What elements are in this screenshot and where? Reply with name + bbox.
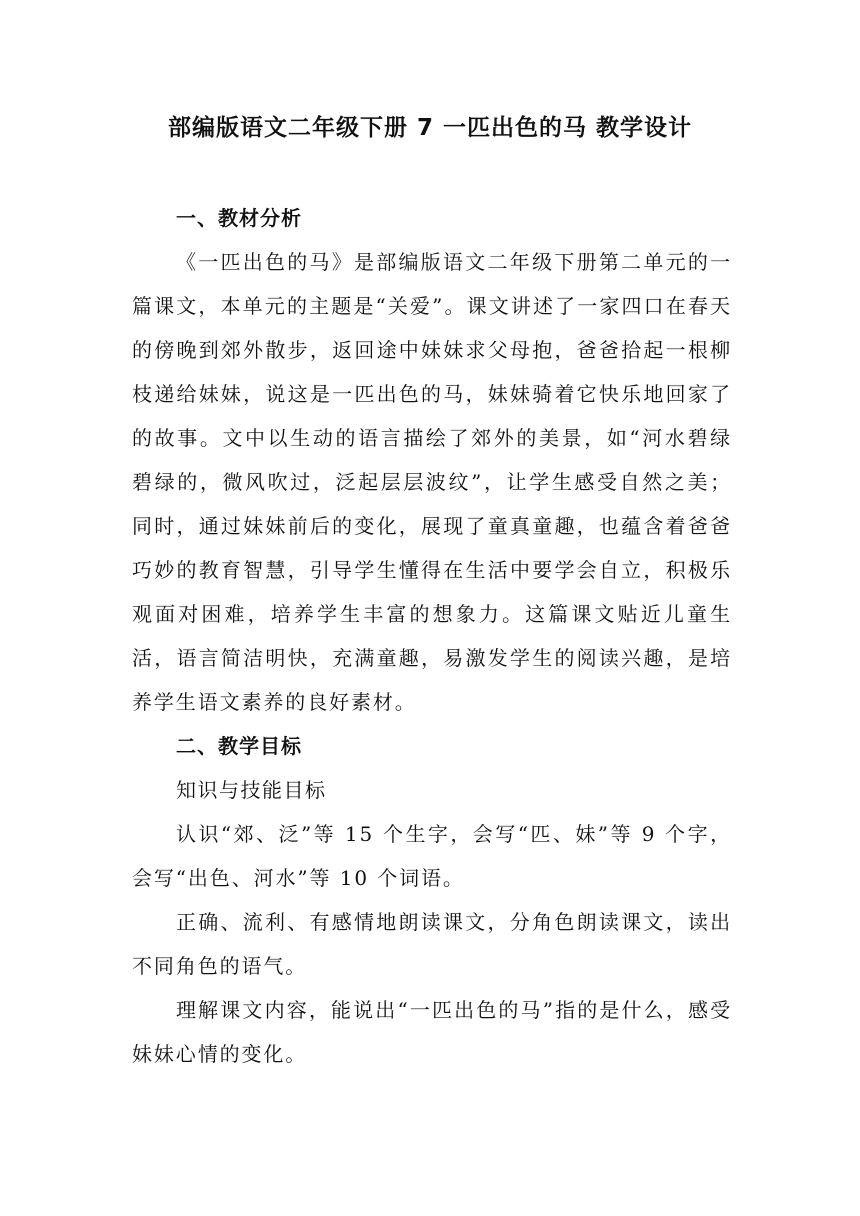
material-analysis-paragraph: 《一匹出色的马》是部编版语文二年级下册第二单元的一篇课文，本单元的主题是“关爱”。课文讲述了一家四口在春天的傍晚到郊外散步，返回途中妹妹求父母抱，爸爸拾起一根柳枝递给妹妹，说这是一匹出色的马，妹妹骑着它快乐地回家了的故事。文中以生动的语言描绘了郊外的美景，如“河水碧绿碧绿的，微风吹过，泛起层层波纹”，让学生感受自然之美；同时，通过妹妹前后的变化，展现了童真童趣，也蕴含着爸爸巧妙的教育智慧，引导学生懂得在生活中要学会自立，积极乐观面对困难，培养学生丰富的想象力。这篇课文贴近儿童生活，语言简洁明快，充满童趣，易激发学生的阅读兴趣，是培养学生语文素养的良好素材。 bbox=[132, 250, 732, 714]
document-body bbox=[132, 196, 732, 1076]
goals-subheading-knowledge-skills: 知识与技能目标 bbox=[176, 778, 327, 802]
goal-paragraph-understanding: 理解课文内容，能说出“一匹出色的马”指的是什么，感受妹妹心情的变化。 bbox=[132, 998, 732, 1066]
goal-paragraph-characters: 认识“郊、泛”等 15 个生字，会写“匹、妹”等 9 个字，会写“出色、河水”等 10 个词语。 bbox=[132, 822, 732, 890]
goal-paragraph-reading: 正确、流利、有感情地朗读课文，分角色朗读课文，读出不同角色的语气。 bbox=[132, 910, 732, 978]
section-heading-material-analysis: 一、教材分析 bbox=[176, 206, 302, 230]
document-title: 部编版语文二年级下册 7 一匹出色的马 教学设计 bbox=[167, 115, 693, 141]
section-heading-teaching-goals: 二、教学目标 bbox=[176, 734, 302, 758]
